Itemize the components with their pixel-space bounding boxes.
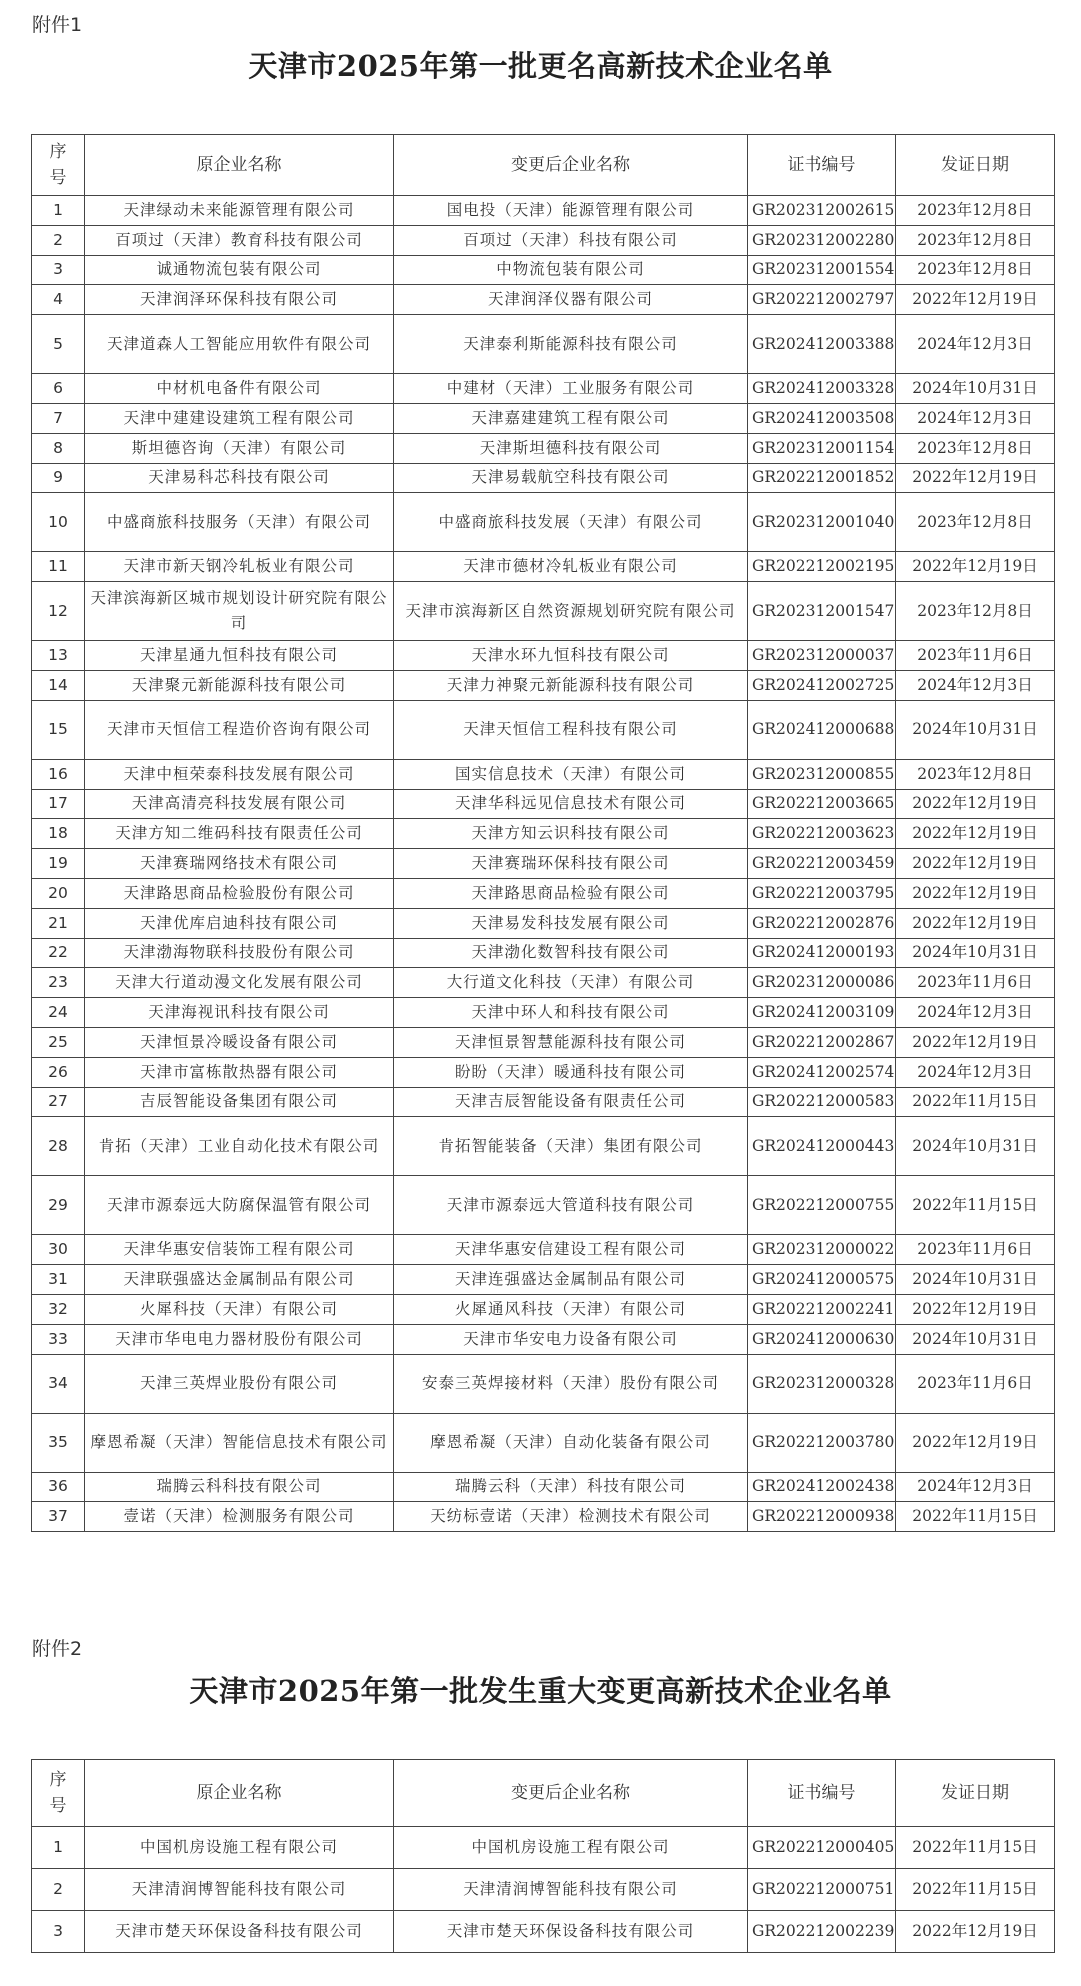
cell-certificate-number: GR202212000583 <box>748 1087 896 1117</box>
table-row <box>32 849 1055 879</box>
header-certificate-number: 证书编号 <box>748 1760 896 1827</box>
cell-seq: 2 <box>32 1869 85 1911</box>
table-row <box>32 582 1055 641</box>
cell-original-name: 壹诺（天津）检测服务有限公司 <box>85 1502 394 1532</box>
cell-seq: 1 <box>32 1827 85 1869</box>
table-row <box>32 1413 1055 1472</box>
cell-certificate-number: GR202212000751 <box>748 1869 896 1911</box>
table-row <box>32 908 1055 938</box>
cell-issue-date: 2023年11月6日 <box>896 968 1055 998</box>
cell-issue-date: 2024年10月31日 <box>896 700 1055 759</box>
cell-certificate-number: GR202212002867 <box>748 1027 896 1057</box>
cell-original-name: 天津星通九恒科技有限公司 <box>85 641 394 671</box>
cell-certificate-number: GR202212002876 <box>748 908 896 938</box>
cell-seq: 26 <box>32 1057 85 1087</box>
table-row <box>32 819 1055 849</box>
cell-certificate-number: GR202212003459 <box>748 849 896 879</box>
cell-certificate-number: GR202212003623 <box>748 819 896 849</box>
cell-new-name: 天津泰利斯能源科技有限公司 <box>394 315 748 374</box>
table-row <box>32 374 1055 404</box>
cell-original-name: 天津路思商品检验股份有限公司 <box>85 878 394 908</box>
table-row <box>32 1324 1055 1354</box>
table-row <box>32 196 1055 226</box>
cell-new-name: 天津方知云识科技有限公司 <box>394 819 748 849</box>
cell-new-name: 中物流包装有限公司 <box>394 255 748 285</box>
cell-original-name: 天津华惠安信装饰工程有限公司 <box>85 1235 394 1265</box>
cell-seq: 30 <box>32 1235 85 1265</box>
cell-certificate-number: GR202412003109 <box>748 998 896 1028</box>
cell-issue-date: 2023年12月8日 <box>896 759 1055 789</box>
cell-original-name: 瑞腾云科科技有限公司 <box>85 1472 394 1502</box>
cell-original-name: 天津优库启迪科技有限公司 <box>85 908 394 938</box>
cell-seq: 15 <box>32 700 85 759</box>
table-row <box>32 1911 1055 1953</box>
cell-seq: 21 <box>32 908 85 938</box>
cell-seq: 35 <box>32 1413 85 1472</box>
table-row <box>32 700 1055 759</box>
table-row <box>32 998 1055 1028</box>
cell-issue-date: 2022年11月15日 <box>896 1087 1055 1117</box>
table-row <box>32 1117 1055 1176</box>
cell-issue-date: 2022年12月19日 <box>896 463 1055 493</box>
table-row <box>32 1176 1055 1235</box>
cell-original-name: 中盛商旅科技服务（天津）有限公司 <box>85 493 394 552</box>
cell-seq: 20 <box>32 878 85 908</box>
cell-new-name: 天津中环人和科技有限公司 <box>394 998 748 1028</box>
cell-issue-date: 2023年11月6日 <box>896 1235 1055 1265</box>
cell-certificate-number: GR202412000193 <box>748 938 896 968</box>
cell-original-name: 摩恩希凝（天津）智能信息技术有限公司 <box>85 1413 394 1472</box>
table-row <box>32 403 1055 433</box>
cell-certificate-number: GR202312001547 <box>748 582 896 641</box>
cell-seq: 6 <box>32 374 85 404</box>
cell-seq: 14 <box>32 670 85 700</box>
header-new-name: 变更后企业名称 <box>394 135 748 196</box>
cell-original-name: 中材机电备件有限公司 <box>85 374 394 404</box>
cell-original-name: 斯坦德咨询（天津）有限公司 <box>85 433 394 463</box>
cell-seq: 2 <box>32 225 85 255</box>
cell-issue-date: 2024年12月3日 <box>896 315 1055 374</box>
cell-issue-date: 2024年10月31日 <box>896 1117 1055 1176</box>
header-issue-date: 发证日期 <box>896 135 1055 196</box>
cell-new-name: 天津路思商品检验有限公司 <box>394 878 748 908</box>
attachment-1-label: 附件1 <box>32 14 83 36</box>
table-row <box>32 1354 1055 1413</box>
cell-seq: 22 <box>32 938 85 968</box>
cell-seq: 17 <box>32 789 85 819</box>
cell-new-name: 摩恩希凝（天津）自动化装备有限公司 <box>394 1413 748 1472</box>
cell-certificate-number: GR202412002725 <box>748 670 896 700</box>
cell-certificate-number: GR202312000037 <box>748 641 896 671</box>
cell-new-name: 火犀通风科技（天津）有限公司 <box>394 1294 748 1324</box>
table-row <box>32 1472 1055 1502</box>
cell-issue-date: 2022年12月19日 <box>896 849 1055 879</box>
cell-seq: 18 <box>32 819 85 849</box>
cell-original-name: 天津高清亮科技发展有限公司 <box>85 789 394 819</box>
cell-seq: 12 <box>32 582 85 641</box>
cell-new-name: 天津市滨海新区自然资源规划研究院有限公司 <box>394 582 748 641</box>
cell-new-name: 天津水环九恒科技有限公司 <box>394 641 748 671</box>
header-certificate-number: 证书编号 <box>748 135 896 196</box>
cell-original-name: 天津中桓荣泰科技发展有限公司 <box>85 759 394 789</box>
cell-original-name: 天津道森人工智能应用软件有限公司 <box>85 315 394 374</box>
table-row <box>32 1869 1055 1911</box>
cell-seq: 16 <box>32 759 85 789</box>
cell-new-name: 中建材（天津）工业服务有限公司 <box>394 374 748 404</box>
cell-certificate-number: GR202412002438 <box>748 1472 896 1502</box>
cell-certificate-number: GR202212002241 <box>748 1294 896 1324</box>
cell-certificate-number: GR202212003780 <box>748 1413 896 1472</box>
cell-new-name: 中国机房设施工程有限公司 <box>394 1827 748 1869</box>
cell-new-name: 天津华惠安信建设工程有限公司 <box>394 1235 748 1265</box>
cell-issue-date: 2023年12月8日 <box>896 493 1055 552</box>
cell-seq: 11 <box>32 552 85 582</box>
table-row <box>32 1502 1055 1532</box>
cell-seq: 1 <box>32 196 85 226</box>
cell-issue-date: 2022年12月19日 <box>896 552 1055 582</box>
cell-seq: 8 <box>32 433 85 463</box>
cell-new-name: 天津斯坦德科技有限公司 <box>394 433 748 463</box>
cell-new-name: 天津赛瑞环保科技有限公司 <box>394 849 748 879</box>
cell-seq: 5 <box>32 315 85 374</box>
header-new-name: 变更后企业名称 <box>394 1760 748 1827</box>
cell-certificate-number: GR202312001154 <box>748 433 896 463</box>
cell-seq: 9 <box>32 463 85 493</box>
cell-new-name: 天津市德材冷轧板业有限公司 <box>394 552 748 582</box>
cell-issue-date: 2022年12月19日 <box>896 285 1055 315</box>
cell-certificate-number: GR202412000575 <box>748 1265 896 1295</box>
cell-new-name: 大行道文化科技（天津）有限公司 <box>394 968 748 998</box>
cell-new-name: 肯拓智能装备（天津）集团有限公司 <box>394 1117 748 1176</box>
cell-original-name: 诚通物流包装有限公司 <box>85 255 394 285</box>
cell-new-name: 盼盼（天津）暖通科技有限公司 <box>394 1057 748 1087</box>
cell-seq: 13 <box>32 641 85 671</box>
cell-issue-date: 2024年12月3日 <box>896 998 1055 1028</box>
cell-new-name: 瑞腾云科（天津）科技有限公司 <box>394 1472 748 1502</box>
cell-issue-date: 2022年12月19日 <box>896 819 1055 849</box>
cell-original-name: 天津渤海物联科技股份有限公司 <box>85 938 394 968</box>
cell-seq: 33 <box>32 1324 85 1354</box>
cell-new-name: 安泰三英焊接材料（天津）股份有限公司 <box>394 1354 748 1413</box>
cell-issue-date: 2022年12月19日 <box>896 1911 1055 1953</box>
table-row <box>32 789 1055 819</box>
cell-issue-date: 2024年12月3日 <box>896 670 1055 700</box>
cell-new-name: 国电投（天津）能源管理有限公司 <box>394 196 748 226</box>
cell-seq: 29 <box>32 1176 85 1235</box>
table-row <box>32 552 1055 582</box>
cell-issue-date: 2022年12月19日 <box>896 1294 1055 1324</box>
cell-seq: 36 <box>32 1472 85 1502</box>
cell-issue-date: 2022年12月19日 <box>896 1027 1055 1057</box>
cell-issue-date: 2024年10月31日 <box>896 1265 1055 1295</box>
cell-issue-date: 2024年10月31日 <box>896 1324 1055 1354</box>
cell-new-name: 天津易载航空科技有限公司 <box>394 463 748 493</box>
cell-certificate-number: GR202412000630 <box>748 1324 896 1354</box>
major-change-enterprises-table <box>31 1759 1055 1953</box>
cell-new-name: 天津清润博智能科技有限公司 <box>394 1869 748 1911</box>
cell-certificate-number: GR202412000443 <box>748 1117 896 1176</box>
cell-certificate-number: GR202212002797 <box>748 285 896 315</box>
cell-seq: 32 <box>32 1294 85 1324</box>
cell-issue-date: 2022年11月15日 <box>896 1869 1055 1911</box>
cell-new-name: 百项过（天津）科技有限公司 <box>394 225 748 255</box>
header-original-name: 原企业名称 <box>85 1760 394 1827</box>
table-row <box>32 285 1055 315</box>
cell-seq: 4 <box>32 285 85 315</box>
table-row <box>32 1827 1055 1869</box>
cell-certificate-number: GR202412003508 <box>748 403 896 433</box>
table-row <box>32 463 1055 493</box>
cell-certificate-number: GR202212000755 <box>748 1176 896 1235</box>
cell-new-name: 天津华科远见信息技术有限公司 <box>394 789 748 819</box>
cell-issue-date: 2022年11月15日 <box>896 1176 1055 1235</box>
cell-original-name: 天津市华电电力器材股份有限公司 <box>85 1324 394 1354</box>
cell-seq: 3 <box>32 255 85 285</box>
table-header-row <box>32 1760 1055 1827</box>
cell-issue-date: 2024年10月31日 <box>896 374 1055 404</box>
cell-certificate-number: GR202212002195 <box>748 552 896 582</box>
cell-original-name: 天津中建建设建筑工程有限公司 <box>85 403 394 433</box>
cell-new-name: 天津恒景智慧能源科技有限公司 <box>394 1027 748 1057</box>
cell-original-name: 中国机房设施工程有限公司 <box>85 1827 394 1869</box>
table-row <box>32 641 1055 671</box>
cell-issue-date: 2023年11月6日 <box>896 641 1055 671</box>
header-seq: 序号 <box>32 1760 85 1827</box>
cell-original-name: 天津赛瑞网络技术有限公司 <box>85 849 394 879</box>
table-row <box>32 493 1055 552</box>
table-row <box>32 1027 1055 1057</box>
attachment-2-label: 附件2 <box>32 1638 83 1660</box>
attachment-1-title: 天津市2025年第一批更名高新技术企业名单 <box>248 49 833 83</box>
cell-issue-date: 2024年12月3日 <box>896 1057 1055 1087</box>
cell-original-name: 天津润泽环保科技有限公司 <box>85 285 394 315</box>
cell-issue-date: 2023年12月8日 <box>896 225 1055 255</box>
cell-new-name: 国实信息技术（天津）有限公司 <box>394 759 748 789</box>
cell-certificate-number: GR202412003388 <box>748 315 896 374</box>
table-row <box>32 315 1055 374</box>
cell-original-name: 天津绿动未来能源管理有限公司 <box>85 196 394 226</box>
cell-certificate-number: GR202212000405 <box>748 1827 896 1869</box>
cell-issue-date: 2022年12月19日 <box>896 878 1055 908</box>
cell-original-name: 天津大行道动漫文化发展有限公司 <box>85 968 394 998</box>
renamed-enterprises-table <box>31 134 1055 1532</box>
cell-certificate-number: GR202312000328 <box>748 1354 896 1413</box>
cell-original-name: 天津恒景冷暖设备有限公司 <box>85 1027 394 1057</box>
cell-original-name: 肯拓（天津）工业自动化技术有限公司 <box>85 1117 394 1176</box>
cell-new-name: 天津市华安电力设备有限公司 <box>394 1324 748 1354</box>
cell-certificate-number: GR202312000086 <box>748 968 896 998</box>
cell-original-name: 火犀科技（天津）有限公司 <box>85 1294 394 1324</box>
table-row <box>32 1235 1055 1265</box>
cell-issue-date: 2024年10月31日 <box>896 938 1055 968</box>
cell-original-name: 天津清润博智能科技有限公司 <box>85 1869 394 1911</box>
cell-issue-date: 2023年12月8日 <box>896 433 1055 463</box>
cell-new-name: 天津润泽仪器有限公司 <box>394 285 748 315</box>
table-row <box>32 759 1055 789</box>
cell-issue-date: 2023年12月8日 <box>896 582 1055 641</box>
cell-original-name: 百项过（天津）教育科技有限公司 <box>85 225 394 255</box>
cell-seq: 37 <box>32 1502 85 1532</box>
cell-certificate-number: GR202212003795 <box>748 878 896 908</box>
table-row <box>32 433 1055 463</box>
cell-new-name: 天津市楚天环保设备科技有限公司 <box>394 1911 748 1953</box>
cell-original-name: 天津市新天钢冷轧板业有限公司 <box>85 552 394 582</box>
cell-new-name: 天津渤化数智科技有限公司 <box>394 938 748 968</box>
cell-issue-date: 2022年12月19日 <box>896 1413 1055 1472</box>
cell-new-name: 天津吉辰智能设备有限责任公司 <box>394 1087 748 1117</box>
cell-original-name: 天津海视讯科技有限公司 <box>85 998 394 1028</box>
cell-certificate-number: GR202312001040 <box>748 493 896 552</box>
cell-original-name: 天津易科芯科技有限公司 <box>85 463 394 493</box>
cell-certificate-number: GR202212000938 <box>748 1502 896 1532</box>
cell-certificate-number: GR202212001852 <box>748 463 896 493</box>
cell-issue-date: 2022年11月15日 <box>896 1827 1055 1869</box>
table-row <box>32 938 1055 968</box>
cell-seq: 25 <box>32 1027 85 1057</box>
cell-issue-date: 2022年11月15日 <box>896 1502 1055 1532</box>
header-issue-date: 发证日期 <box>896 1760 1055 1827</box>
cell-original-name: 天津三英焊业股份有限公司 <box>85 1354 394 1413</box>
table-row <box>32 1087 1055 1117</box>
table-row <box>32 225 1055 255</box>
header-original-name: 原企业名称 <box>85 135 394 196</box>
cell-certificate-number: GR202312002280 <box>748 225 896 255</box>
cell-certificate-number: GR202412002574 <box>748 1057 896 1087</box>
table-row <box>32 670 1055 700</box>
table-header-row <box>32 135 1055 196</box>
table-row <box>32 1265 1055 1295</box>
cell-original-name: 天津市天恒信工程造价咨询有限公司 <box>85 700 394 759</box>
cell-certificate-number: GR202212003665 <box>748 789 896 819</box>
cell-certificate-number: GR202312001554 <box>748 255 896 285</box>
cell-new-name: 天津连强盛达金属制品有限公司 <box>394 1265 748 1295</box>
cell-new-name: 天津天恒信工程科技有限公司 <box>394 700 748 759</box>
cell-seq: 27 <box>32 1087 85 1117</box>
cell-original-name: 天津市楚天环保设备科技有限公司 <box>85 1911 394 1953</box>
cell-certificate-number: GR202412000688 <box>748 700 896 759</box>
cell-new-name: 天津力神聚元新能源科技有限公司 <box>394 670 748 700</box>
cell-seq: 34 <box>32 1354 85 1413</box>
cell-original-name: 天津聚元新能源科技有限公司 <box>85 670 394 700</box>
attachment-2-title: 天津市2025年第一批发生重大变更高新技术企业名单 <box>189 1674 892 1708</box>
cell-original-name: 天津市源泰远大防腐保温管有限公司 <box>85 1176 394 1235</box>
cell-original-name: 天津联强盛达金属制品有限公司 <box>85 1265 394 1295</box>
cell-certificate-number: GR202212002239 <box>748 1911 896 1953</box>
cell-certificate-number: GR202312002615 <box>748 196 896 226</box>
cell-original-name: 天津市富栋散热器有限公司 <box>85 1057 394 1087</box>
cell-new-name: 天津市源泰远大管道科技有限公司 <box>394 1176 748 1235</box>
cell-seq: 19 <box>32 849 85 879</box>
table-row <box>32 255 1055 285</box>
table-row <box>32 878 1055 908</box>
cell-seq: 28 <box>32 1117 85 1176</box>
cell-seq: 7 <box>32 403 85 433</box>
cell-new-name: 中盛商旅科技发展（天津）有限公司 <box>394 493 748 552</box>
table-row <box>32 968 1055 998</box>
cell-seq: 31 <box>32 1265 85 1295</box>
cell-new-name: 天津易发科技发展有限公司 <box>394 908 748 938</box>
header-seq: 序号 <box>32 135 85 196</box>
table-row <box>32 1057 1055 1087</box>
table-row <box>32 1294 1055 1324</box>
cell-issue-date: 2023年12月8日 <box>896 196 1055 226</box>
cell-issue-date: 2023年11月6日 <box>896 1354 1055 1413</box>
cell-issue-date: 2024年12月3日 <box>896 403 1055 433</box>
cell-original-name: 天津滨海新区城市规划设计研究院有限公司 <box>85 582 394 641</box>
cell-certificate-number: GR202312000022 <box>748 1235 896 1265</box>
cell-seq: 24 <box>32 998 85 1028</box>
cell-new-name: 天纺标壹诺（天津）检测技术有限公司 <box>394 1502 748 1532</box>
cell-original-name: 天津方知二维码科技有限责任公司 <box>85 819 394 849</box>
cell-seq: 3 <box>32 1911 85 1953</box>
cell-certificate-number: GR202412003328 <box>748 374 896 404</box>
cell-original-name: 吉辰智能设备集团有限公司 <box>85 1087 394 1117</box>
cell-seq: 10 <box>32 493 85 552</box>
cell-seq: 23 <box>32 968 85 998</box>
cell-issue-date: 2022年12月19日 <box>896 908 1055 938</box>
cell-issue-date: 2022年12月19日 <box>896 789 1055 819</box>
cell-new-name: 天津嘉建建筑工程有限公司 <box>394 403 748 433</box>
cell-issue-date: 2023年12月8日 <box>896 255 1055 285</box>
cell-issue-date: 2024年12月3日 <box>896 1472 1055 1502</box>
cell-certificate-number: GR202312000855 <box>748 759 896 789</box>
